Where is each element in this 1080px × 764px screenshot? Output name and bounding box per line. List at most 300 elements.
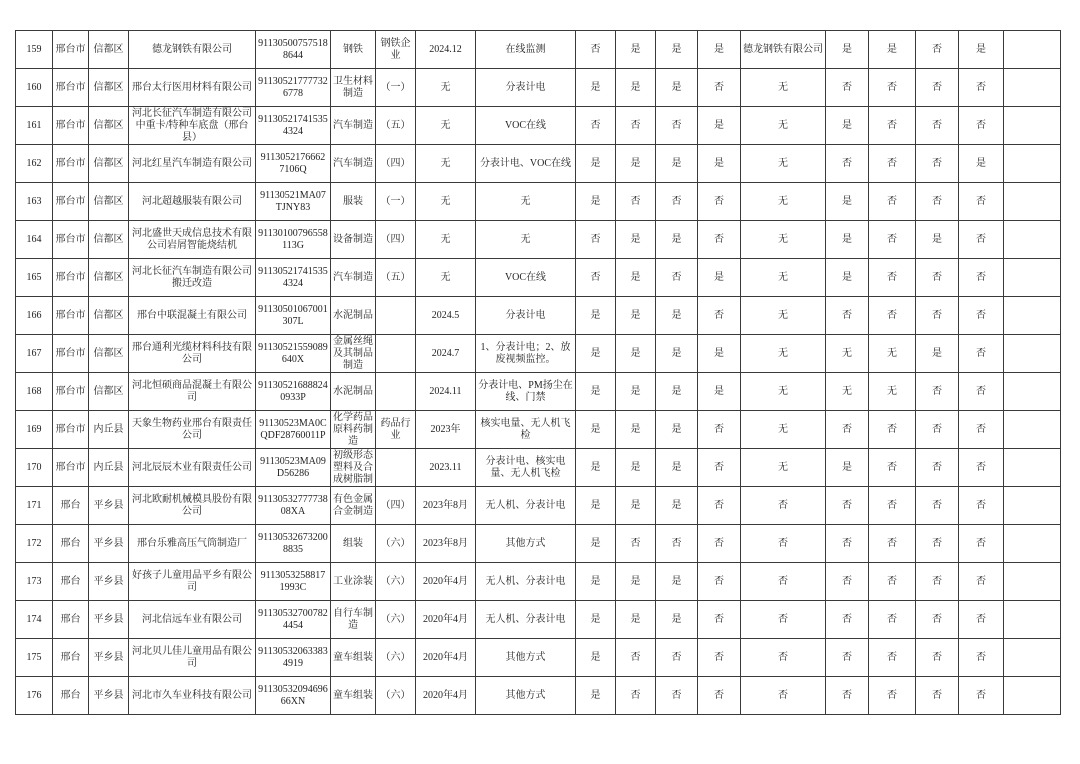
flag-1: 是 (576, 487, 616, 525)
flag-7: 是 (916, 221, 959, 259)
credit-code: 911305217777326778 (256, 69, 331, 107)
flag-3: 否 (656, 639, 698, 677)
flag-7: 否 (916, 69, 959, 107)
monitoring-method: 分表计电、PM扬尘在线、门禁 (476, 373, 576, 411)
industry: 钢铁 (331, 31, 376, 69)
row-number: 166 (16, 297, 53, 335)
industry: 设备制造 (331, 221, 376, 259)
flag-7: 否 (916, 31, 959, 69)
city: 邢台市 (53, 107, 89, 145)
city: 邢台市 (53, 69, 89, 107)
flag-7: 否 (916, 563, 959, 601)
flag-1: 是 (576, 183, 616, 221)
flag-4: 是 (698, 259, 741, 297)
flag-2: 是 (616, 449, 656, 487)
related-company: 无 (741, 145, 826, 183)
table-row (16, 259, 1061, 297)
credit-code: 911305327007824454 (256, 601, 331, 639)
category: （四） (376, 221, 416, 259)
related-company: 否 (741, 639, 826, 677)
monitoring-method: 分表计电、VOC在线 (476, 145, 576, 183)
table-row (16, 411, 1061, 449)
industry: 水泥制品 (331, 373, 376, 411)
industry: 工业涂装 (331, 563, 376, 601)
table-row (16, 335, 1061, 373)
date: 无 (416, 69, 476, 107)
flag-2: 否 (616, 639, 656, 677)
flag-1: 是 (576, 145, 616, 183)
row-number: 171 (16, 487, 53, 525)
flag-7: 否 (916, 183, 959, 221)
flag-3: 是 (656, 335, 698, 373)
flag-1: 是 (576, 525, 616, 563)
district: 信都区 (89, 221, 129, 259)
row-number: 162 (16, 145, 53, 183)
district: 信都区 (89, 145, 129, 183)
industry: 童车组装 (331, 639, 376, 677)
district: 信都区 (89, 31, 129, 69)
district: 平乡县 (89, 525, 129, 563)
category: （四） (376, 145, 416, 183)
related-company: 德龙钢铁有限公司 (741, 31, 826, 69)
industry: 汽车制造 (331, 107, 376, 145)
flag-2: 否 (616, 525, 656, 563)
flag-2: 是 (616, 601, 656, 639)
flag-7: 否 (916, 525, 959, 563)
company-name: 河北长征汽车制造有限公司搬迁改造 (129, 259, 256, 297)
remarks (1004, 677, 1061, 715)
monitoring-method: VOC在线 (476, 107, 576, 145)
row-number: 175 (16, 639, 53, 677)
industry: 有色金属合金制造 (331, 487, 376, 525)
flag-2: 是 (616, 259, 656, 297)
row-number: 164 (16, 221, 53, 259)
company-name: 河北红星汽车制造有限公司 (129, 145, 256, 183)
related-company: 无 (741, 449, 826, 487)
row-number: 160 (16, 69, 53, 107)
remarks (1004, 639, 1061, 677)
city: 邢台市 (53, 183, 89, 221)
city: 邢台市 (53, 449, 89, 487)
company-name: 好孩子儿童用品平乡有限公司 (129, 563, 256, 601)
flag-4: 否 (698, 563, 741, 601)
flag-8: 否 (959, 221, 1004, 259)
date: 无 (416, 107, 476, 145)
category: （六） (376, 525, 416, 563)
district: 平乡县 (89, 487, 129, 525)
flag-3: 是 (656, 221, 698, 259)
flag-6: 否 (869, 297, 916, 335)
remarks (1004, 183, 1061, 221)
company-name: 邢台太行医用材料有限公司 (129, 69, 256, 107)
district: 平乡县 (89, 563, 129, 601)
flag-7: 否 (916, 449, 959, 487)
flag-7: 否 (916, 677, 959, 715)
flag-6: 否 (869, 639, 916, 677)
flag-4: 是 (698, 145, 741, 183)
remarks (1004, 107, 1061, 145)
city: 邢台市 (53, 411, 89, 449)
date: 无 (416, 221, 476, 259)
flag-2: 是 (616, 221, 656, 259)
enterprise-table (15, 30, 1061, 715)
flag-3: 是 (656, 145, 698, 183)
flag-5: 否 (826, 639, 869, 677)
remarks (1004, 563, 1061, 601)
monitoring-method: 分表计电 (476, 297, 576, 335)
remarks (1004, 487, 1061, 525)
related-company: 无 (741, 373, 826, 411)
flag-2: 是 (616, 563, 656, 601)
monitoring-method: 核实电量、无人机飞检 (476, 411, 576, 449)
flag-8: 否 (959, 69, 1004, 107)
flag-4: 否 (698, 487, 741, 525)
date: 2020年4月 (416, 601, 476, 639)
flag-1: 否 (576, 107, 616, 145)
flag-6: 否 (869, 525, 916, 563)
row-number: 173 (16, 563, 53, 601)
category: 药品行业 (376, 411, 416, 449)
flag-8: 否 (959, 677, 1004, 715)
flag-4: 否 (698, 525, 741, 563)
city: 邢台 (53, 639, 89, 677)
flag-5: 否 (826, 411, 869, 449)
date: 2023年8月 (416, 487, 476, 525)
flag-8: 否 (959, 449, 1004, 487)
date: 无 (416, 145, 476, 183)
category: 钢铁企业 (376, 31, 416, 69)
remarks (1004, 31, 1061, 69)
city: 邢台市 (53, 335, 89, 373)
flag-8: 是 (959, 145, 1004, 183)
category: （六） (376, 601, 416, 639)
flag-6: 是 (869, 31, 916, 69)
credit-code: 9113053258817 1993C (256, 563, 331, 601)
city: 邢台市 (53, 373, 89, 411)
company-name: 河北市久车业科技有限公司 (129, 677, 256, 715)
related-company: 无 (741, 107, 826, 145)
company-name: 河北贝儿佳儿童用品有限公司 (129, 639, 256, 677)
remarks (1004, 411, 1061, 449)
company-name: 河北长征汽车制造有限公司中重卡/特种车底盘（邢台县） (129, 107, 256, 145)
company-name: 邢台乐雅高压气筒制造厂 (129, 525, 256, 563)
related-company: 无 (741, 297, 826, 335)
monitoring-method: 无 (476, 183, 576, 221)
city: 邢台 (53, 487, 89, 525)
credit-code: 911305217415354324 (256, 259, 331, 297)
company-name: 河北欧耐机械模具股份有限公司 (129, 487, 256, 525)
district: 信都区 (89, 183, 129, 221)
credit-code: 91130521MA07TJNY83 (256, 183, 331, 221)
flag-2: 否 (616, 183, 656, 221)
company-name: 邢台通利光缆材料科技有限公司 (129, 335, 256, 373)
flag-3: 否 (656, 525, 698, 563)
city: 邢台 (53, 601, 89, 639)
industry: 自行车制造 (331, 601, 376, 639)
flag-3: 是 (656, 449, 698, 487)
district: 信都区 (89, 373, 129, 411)
row-number: 161 (16, 107, 53, 145)
flag-4: 否 (698, 69, 741, 107)
flag-5: 否 (826, 145, 869, 183)
flag-7: 否 (916, 297, 959, 335)
monitoring-method: 无人机、分表计电 (476, 487, 576, 525)
district: 信都区 (89, 69, 129, 107)
flag-4: 否 (698, 639, 741, 677)
flag-8: 否 (959, 601, 1004, 639)
related-company: 无 (741, 183, 826, 221)
related-company: 无 (741, 69, 826, 107)
credit-code: 91130501067001307L (256, 297, 331, 335)
flag-6: 否 (869, 259, 916, 297)
flag-5: 是 (826, 183, 869, 221)
city: 邢台市 (53, 221, 89, 259)
city: 邢台市 (53, 31, 89, 69)
industry: 初级形态塑料及合成树脂制 (331, 449, 376, 487)
row-number: 176 (16, 677, 53, 715)
date: 2024.11 (416, 373, 476, 411)
industry: 童车组装 (331, 677, 376, 715)
row-number: 169 (16, 411, 53, 449)
flag-8: 否 (959, 107, 1004, 145)
remarks (1004, 525, 1061, 563)
related-company: 否 (741, 677, 826, 715)
flag-6: 否 (869, 563, 916, 601)
flag-8: 否 (959, 525, 1004, 563)
flag-1: 是 (576, 639, 616, 677)
table-body (16, 31, 1061, 715)
category (376, 335, 416, 373)
date: 无 (416, 259, 476, 297)
monitoring-method: 1、分表计电；2、放废视频监控。 (476, 335, 576, 373)
category: （五） (376, 107, 416, 145)
flag-5: 否 (826, 297, 869, 335)
flag-8: 否 (959, 563, 1004, 601)
industry: 服装 (331, 183, 376, 221)
company-name: 河北超越服装有限公司 (129, 183, 256, 221)
company-name: 邢台中联混凝土有限公司 (129, 297, 256, 335)
row-number: 174 (16, 601, 53, 639)
city: 邢台 (53, 525, 89, 563)
monitoring-method: 分表计电 (476, 69, 576, 107)
date: 2024.12 (416, 31, 476, 69)
company-name: 天象生物药业邢台有限责任公司 (129, 411, 256, 449)
credit-code: 911305216888240933P (256, 373, 331, 411)
industry: 组装 (331, 525, 376, 563)
credit-code: 9113052176662 7106Q (256, 145, 331, 183)
flag-1: 否 (576, 259, 616, 297)
flag-3: 否 (656, 677, 698, 715)
district: 内丘县 (89, 449, 129, 487)
flag-1: 是 (576, 563, 616, 601)
flag-7: 否 (916, 639, 959, 677)
flag-1: 是 (576, 411, 616, 449)
table-row (16, 525, 1061, 563)
flag-8: 否 (959, 335, 1004, 373)
remarks (1004, 373, 1061, 411)
monitoring-method: 无人机、分表计电 (476, 563, 576, 601)
industry: 卫生材料制造 (331, 69, 376, 107)
flag-3: 否 (656, 183, 698, 221)
flag-3: 是 (656, 373, 698, 411)
district: 信都区 (89, 335, 129, 373)
monitoring-method: 其他方式 (476, 639, 576, 677)
flag-2: 是 (616, 411, 656, 449)
flag-2: 是 (616, 373, 656, 411)
flag-1: 否 (576, 31, 616, 69)
flag-8: 否 (959, 183, 1004, 221)
flag-1: 是 (576, 373, 616, 411)
table-row (16, 107, 1061, 145)
flag-2: 是 (616, 487, 656, 525)
date: 2020年4月 (416, 639, 476, 677)
flag-4: 是 (698, 335, 741, 373)
city: 邢台 (53, 563, 89, 601)
flag-8: 否 (959, 373, 1004, 411)
flag-5: 无 (826, 335, 869, 373)
flag-5: 否 (826, 69, 869, 107)
flag-5: 是 (826, 31, 869, 69)
flag-6: 无 (869, 373, 916, 411)
credit-code: 911305326732008835 (256, 525, 331, 563)
flag-4: 否 (698, 677, 741, 715)
credit-code: 91130521559089640X (256, 335, 331, 373)
row-number: 172 (16, 525, 53, 563)
flag-5: 否 (826, 525, 869, 563)
date: 无 (416, 183, 476, 221)
district: 内丘县 (89, 411, 129, 449)
city: 邢台市 (53, 259, 89, 297)
flag-8: 是 (959, 31, 1004, 69)
flag-5: 无 (826, 373, 869, 411)
credit-code: 911305217415354324 (256, 107, 331, 145)
flag-5: 是 (826, 107, 869, 145)
monitoring-method: 在线监测 (476, 31, 576, 69)
industry: 金属丝绳及其制品制造 (331, 335, 376, 373)
flag-4: 否 (698, 601, 741, 639)
flag-4: 是 (698, 107, 741, 145)
flag-5: 否 (826, 677, 869, 715)
flag-6: 否 (869, 677, 916, 715)
flag-4: 否 (698, 221, 741, 259)
flag-6: 无 (869, 335, 916, 373)
table-row (16, 183, 1061, 221)
related-company: 无 (741, 221, 826, 259)
category: （六） (376, 677, 416, 715)
related-company: 否 (741, 525, 826, 563)
table-row (16, 221, 1061, 259)
flag-3: 是 (656, 297, 698, 335)
table-row (16, 297, 1061, 335)
flag-4: 否 (698, 183, 741, 221)
flag-5: 是 (826, 259, 869, 297)
industry: 化学药品原料药制造 (331, 411, 376, 449)
remarks (1004, 259, 1061, 297)
flag-5: 否 (826, 563, 869, 601)
date: 2024.5 (416, 297, 476, 335)
table-row (16, 639, 1061, 677)
category: （一） (376, 183, 416, 221)
flag-6: 否 (869, 449, 916, 487)
category: （一） (376, 69, 416, 107)
flag-1: 是 (576, 677, 616, 715)
flag-7: 否 (916, 411, 959, 449)
remarks (1004, 449, 1061, 487)
flag-7: 是 (916, 335, 959, 373)
flag-4: 是 (698, 31, 741, 69)
row-number: 170 (16, 449, 53, 487)
remarks (1004, 297, 1061, 335)
row-number: 165 (16, 259, 53, 297)
district: 平乡县 (89, 677, 129, 715)
related-company: 无 (741, 335, 826, 373)
category: （六） (376, 563, 416, 601)
company-name: 河北信远车业有限公司 (129, 601, 256, 639)
table-row (16, 69, 1061, 107)
flag-3: 是 (656, 411, 698, 449)
flag-2: 否 (616, 107, 656, 145)
flag-4: 是 (698, 373, 741, 411)
city: 邢台市 (53, 145, 89, 183)
flag-6: 否 (869, 183, 916, 221)
monitoring-method: 分表计电、核实电量、无人机飞检 (476, 449, 576, 487)
flag-7: 否 (916, 373, 959, 411)
industry: 汽车制造 (331, 145, 376, 183)
table-row (16, 373, 1061, 411)
flag-7: 否 (916, 487, 959, 525)
flag-4: 否 (698, 297, 741, 335)
flag-6: 否 (869, 411, 916, 449)
flag-2: 是 (616, 69, 656, 107)
flag-1: 是 (576, 69, 616, 107)
table-row (16, 487, 1061, 525)
credit-code: 91130523MA09D56286 (256, 449, 331, 487)
flag-2: 是 (616, 31, 656, 69)
flag-1: 否 (576, 221, 616, 259)
flag-3: 是 (656, 563, 698, 601)
category: （五） (376, 259, 416, 297)
flag-1: 是 (576, 449, 616, 487)
row-number: 163 (16, 183, 53, 221)
company-name: 德龙钢铁有限公司 (129, 31, 256, 69)
category (376, 297, 416, 335)
table-row (16, 601, 1061, 639)
credit-code: 9113053209469666XN (256, 677, 331, 715)
flag-1: 是 (576, 335, 616, 373)
monitoring-method: 其他方式 (476, 525, 576, 563)
company-name: 河北恒硕商品混凝土有限公司 (129, 373, 256, 411)
date: 2024.7 (416, 335, 476, 373)
category (376, 373, 416, 411)
category: （六） (376, 639, 416, 677)
company-name: 河北盛世天成信息技术有限公司岩屑智能烧结机 (129, 221, 256, 259)
flag-8: 否 (959, 259, 1004, 297)
flag-5: 是 (826, 221, 869, 259)
monitoring-method: 无人机、分表计电 (476, 601, 576, 639)
date: 2020年4月 (416, 677, 476, 715)
table-row (16, 563, 1061, 601)
table-row (16, 145, 1061, 183)
district: 信都区 (89, 107, 129, 145)
flag-5: 是 (826, 449, 869, 487)
monitoring-method: 无 (476, 221, 576, 259)
credit-code: 911305320633834919 (256, 639, 331, 677)
flag-7: 否 (916, 107, 959, 145)
flag-8: 否 (959, 487, 1004, 525)
district: 平乡县 (89, 601, 129, 639)
credit-code: 9113053277773808XA (256, 487, 331, 525)
category: （四） (376, 487, 416, 525)
